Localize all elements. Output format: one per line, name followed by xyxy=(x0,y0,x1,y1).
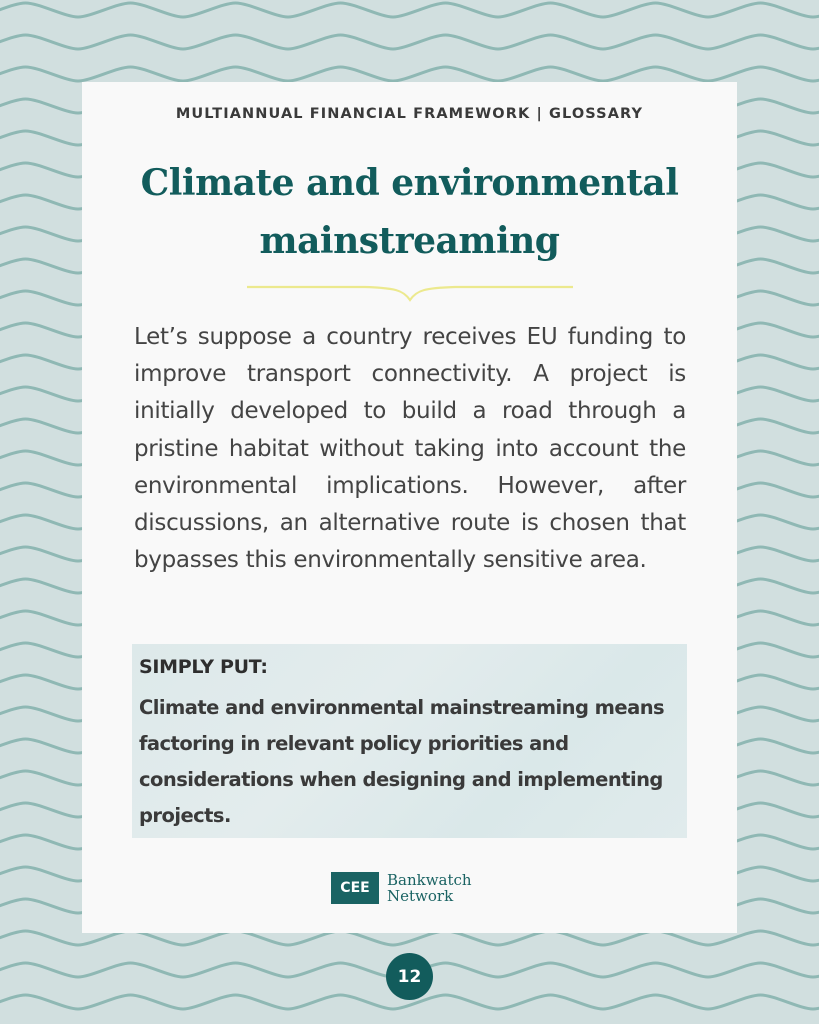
logo-mark: CEE xyxy=(331,872,379,904)
glossary-card xyxy=(82,82,737,933)
example-paragraph: Let’s suppose a country receives EU funding to improve transport connectivity. A project is initially developed to build a road through a pristine habitat without taking into account the environmental implications. However, after discussions, an alternative route is chosen that bypasses this environmentally sensitive area. xyxy=(134,324,686,574)
title-line-2: mainstreaming xyxy=(259,220,560,262)
section-kicker: MULTIANNUAL FINANCIAL FRAMEWORK | GLOSSARY xyxy=(175,106,644,122)
title-line-1: Climate and environmental xyxy=(140,162,679,204)
simply-put-label: SIMPLY PUT: xyxy=(139,656,268,678)
curly-brace-divider-icon xyxy=(245,280,575,306)
logo-wordmark xyxy=(387,872,472,904)
simply-put-box xyxy=(132,644,687,838)
logo-name-line-1: Bankwatch xyxy=(387,871,472,889)
page-title xyxy=(102,154,717,270)
simply-put-definition: Climate and environmental mainstreaming means factoring in relevant policy priorities and considerations when designing and implementing projects. xyxy=(139,696,665,827)
logo-name-line-2: Network xyxy=(387,887,454,905)
page-number-badge: 12 xyxy=(386,953,433,1000)
bankwatch-logo xyxy=(331,872,472,904)
